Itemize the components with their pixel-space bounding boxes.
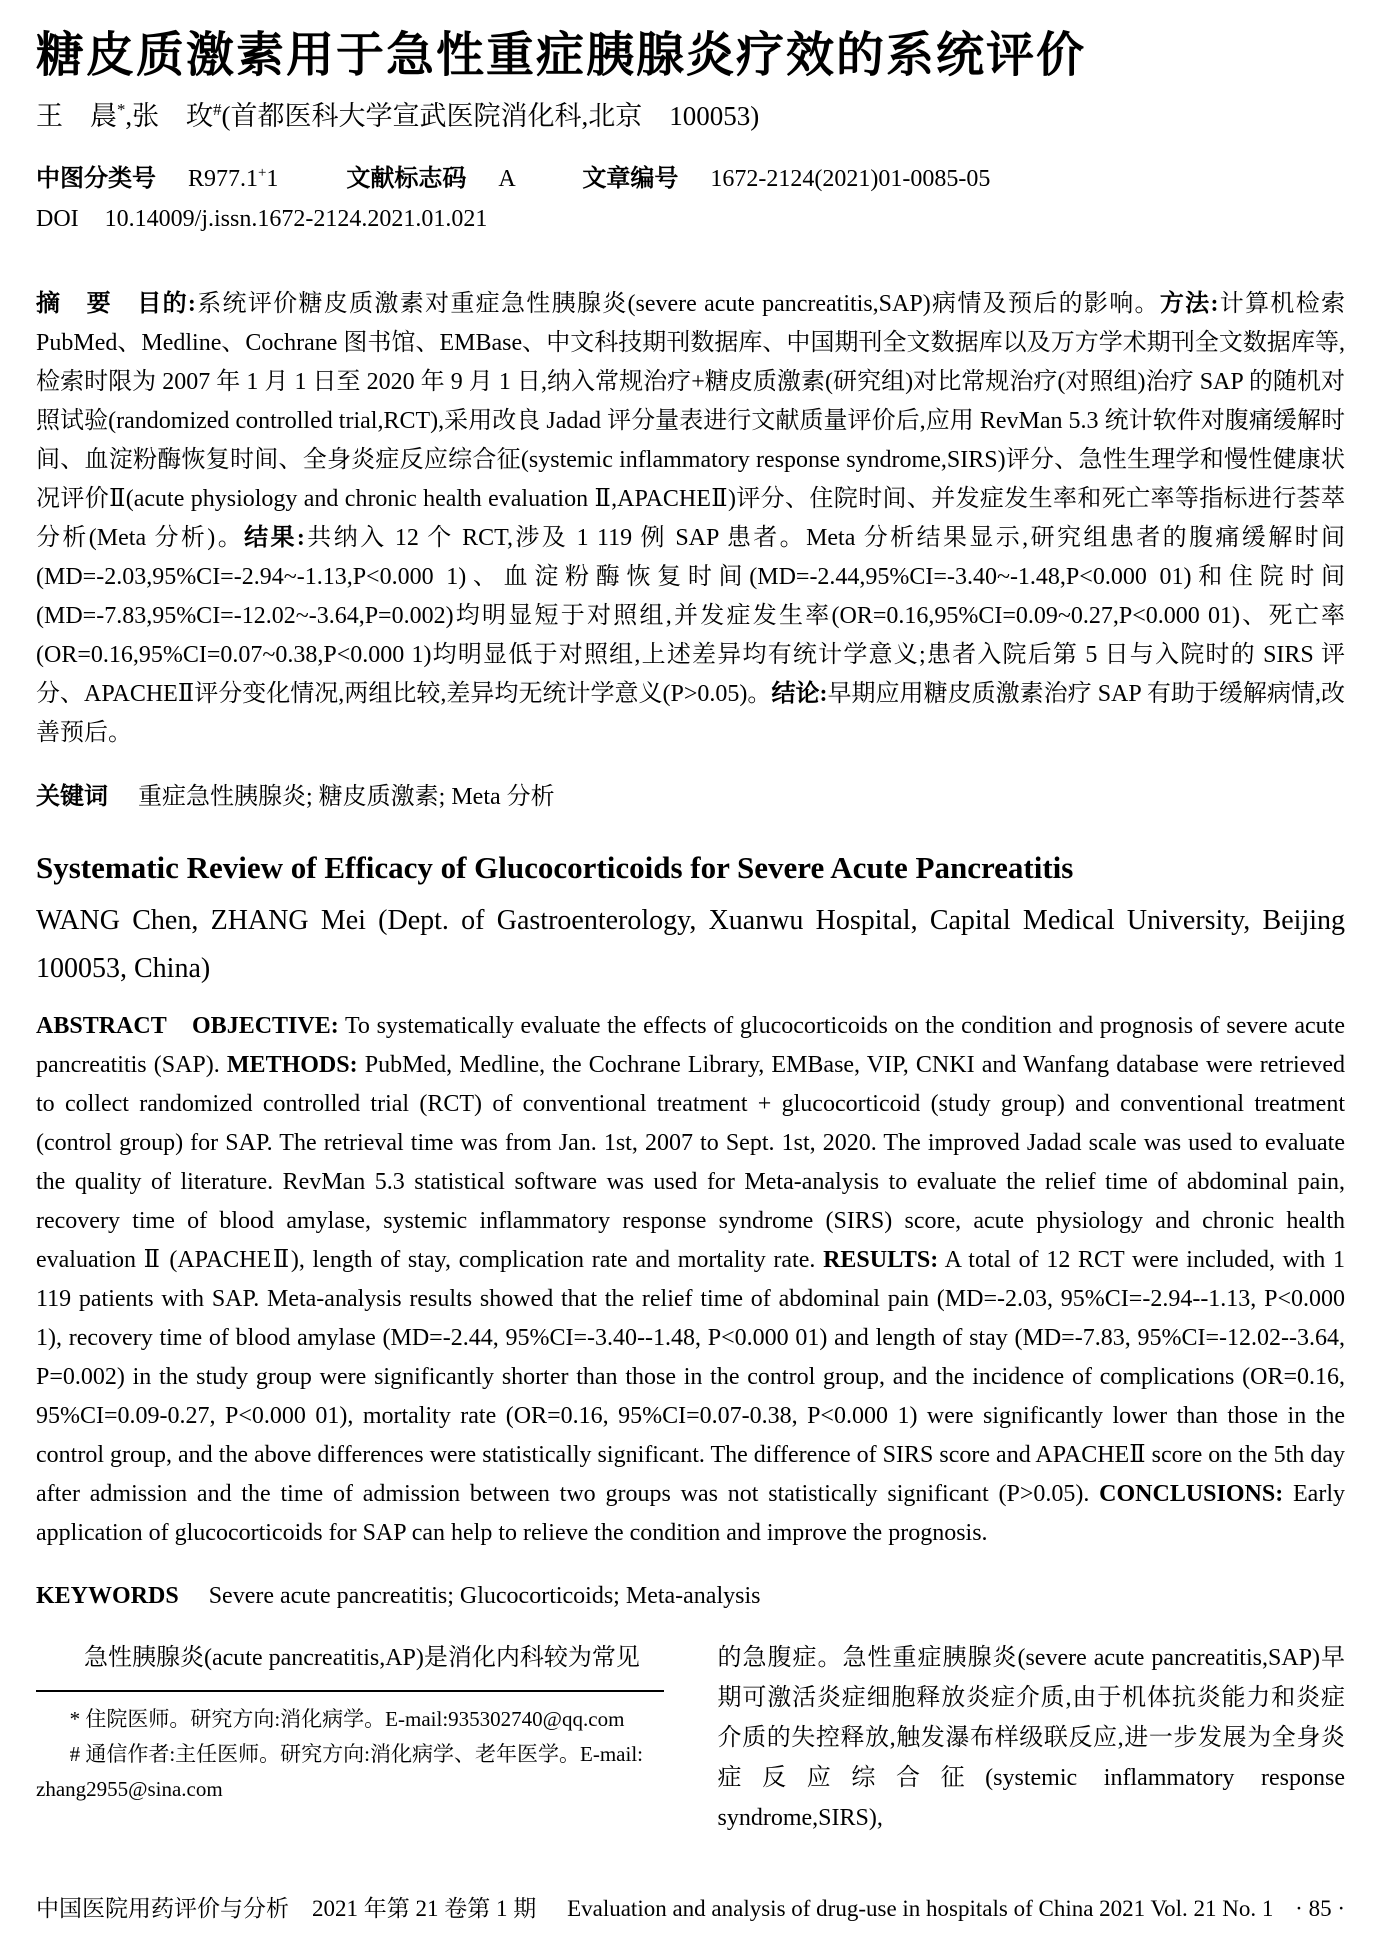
doi-label: DOI (36, 205, 79, 232)
doc-code-label: 文献标志码 (346, 164, 467, 192)
footer-journal-en (567, 1894, 1345, 1924)
footnote-hash: # 通信作者:主任医师。研究方向:消化病学、老年医学。E-mail: (69, 1741, 643, 1766)
authors-en: WANG Chen, ZHANG Mei (Dept. of Gastroenterology, Xuanwu Hospital, Capital Medical University, Beijing 100053, China) (36, 904, 1345, 984)
authors-cn: 王 晨*,张 玫#(首都医科大学宣武医院消化科,北京 100053) (36, 100, 760, 131)
footer-journal-cn: 中国医院用药评价与分析 2021 年第 21 卷第 1 期 (36, 1896, 537, 1921)
article-meta-row (36, 164, 1345, 194)
keywords-en-row (36, 1577, 1345, 1616)
article-no-label: 文章编号 (582, 164, 679, 192)
footer-page-number: · 85 · (1295, 1896, 1345, 1921)
clc-group (36, 166, 284, 192)
page-footer (36, 1894, 1345, 1924)
article-title-cn: 糖皮质激素用于急性重症胰腺炎疗效的系统评价 (36, 29, 1087, 82)
body-left-column (36, 1638, 664, 1838)
footnote-asterisk: * 住院医师。研究方向:消化病学。E-mail:935302740@qq.com (69, 1706, 625, 1731)
footnotes (36, 1702, 664, 1807)
doi-row (36, 204, 1345, 234)
article-no-value: 1672-2124(2021)01-0085-05 (710, 165, 991, 192)
body-columns (36, 1638, 1345, 1838)
keywords-en-text: Severe acute pancreatitis; Glucocorticoids; Meta-analysis (208, 1582, 761, 1609)
footnote-divider (36, 1690, 664, 1692)
doc-code-value: A (498, 165, 515, 192)
abstract-cn: 摘 要 目的:系统评价糖皮质激素对重症急性胰腺炎(severe acute pancreatitis,SAP)病情及预后的影响。方法:计算机检索 PubMed、Medline、Cochrane 图书馆、EMBase、中文科技期刊数据库、中国期刊全文数据库以及万方学术期刊全文数据库等,检索时限为 2007 年 1 月 1 日至 2020 年 9 月 1 日,纳入常规治疗+糖皮质激素(研究组)对比常规治疗(对照组)治疗 SAP 的随机对照试验(randomized controlled trial,RCT),采用改良 Jadad 评分量表进行文献质量评价后,应用 RevMan 5.3 统计软件对腹痛缓解时间、血淀粉酶恢复时间、全身炎症反应综合征(systemic inflammatory response syndrome,SIRS)评分、急性生理学和慢性健康状况评价Ⅱ(acute physiology and chronic health evaluation Ⅱ,APACHEⅡ)评分、住院时间、并发症发生率和死亡率等指标进行荟萃分析(Meta 分析)。结果:共纳入 12 个 RCT,涉及 1 119 例 SAP 患者。Meta 分析结果显示,研究组患者的腹痛缓解时间(MD=-2.03,95%CI=-2.94~-1.13,P<0.000 1)、血淀粉酶恢复时间(MD=-2.44,95%CI=-3.40~-1.48,P<0.000 01)和住院时间(MD=-7.83,95%CI=-12.02~-3.64,P=0.002)均明显短于对照组,并发症发生率(OR=0.16,95%CI=0.09~0.27,P<0.000 01)、死亡率(OR=0.16,95%CI=0.07~0.38,P<0.000 1)均明显低于对照组,上述差异均有统计学意义;患者入院后第 5 日与入院时的 SIRS 评分、APACHEⅡ评分变化情况,两组比较,差异均无统计学意义(P>0.05)。结论:早期应用糖皮质激素治疗 SAP 有助于缓解病情,改善预后。 (36, 289, 1346, 746)
intro-paragraph-left: 急性胰腺炎(acute pancreatitis,AP)是消化内科较为常见 (84, 1644, 640, 1671)
body-right-column (718, 1638, 1346, 1838)
keywords-en-label: KEYWORDS (36, 1582, 179, 1609)
keywords-cn-text: 重症急性胰腺炎; 糖皮质激素; Meta 分析 (138, 783, 555, 810)
article-no-group (582, 166, 990, 192)
article-title-en: Systematic Review of Efficacy of Glucocorticoids for Severe Acute Pancreatitis (36, 849, 1074, 885)
keywords-cn-row (36, 777, 1345, 817)
abstract-en: ABSTRACT OBJECTIVE: To systematically evaluate the effects of glucocorticoids on the condition and prognosis of severe acute pancreatitis (SAP). METHODS: PubMed, Medline, the Cochrane Library, EMBase, VIP, CNKI and Wanfang database were retrieved to collect randomized controlled trial (RCT) of conventional treatment + glucocorticoid (study group) and conventional treatment (control group) for SAP. The retrieval time was from Jan. 1st, 2007 to Sept. 1st, 2020. The improved Jadad scale was used to evaluate the quality of literature. RevMan 5.3 statistical software was used for Meta-analysis to evaluate the relief time of abdominal pain, recovery time of blood amylase, systemic inflammatory response syndrome (SIRS) score, acute physiology and chronic health evaluation Ⅱ (APACHEⅡ), length of stay, complication rate and mortality rate. RESULTS: A total of 12 RCT were included, with 1 119 patients with SAP. Meta-analysis results showed that the relief time of abdominal pain (MD=-2.03, 95%CI=-2.94--1.13, P<0.000 1), recovery time of blood amylase (MD=-2.44, 95%CI=-3.40--1.48, P<0.000 01) and length of stay (MD=-7.83, 95%CI=-12.02--3.64, P=0.002) in the study group were significantly shorter than those in the control group, and the incidence of complications (OR=0.16, 95%CI=0.09-0.27, P<0.000 01), mortality rate (OR=0.16, 95%CI=0.07-0.38, P<0.000 1) were significantly lower than those in the control group, and the above differences were statistically significant. The difference of SIRS score and APACHEⅡ score on the 5th day after admission and the time of admission between two groups was not statistically significant (P>0.05). CONCLUSIONS: Early application of glucocorticoids for SAP can help to relieve the condition and improve the prognosis. (36, 1012, 1346, 1546)
footnote-hash-continued: zhang2955@sina.com (36, 1776, 223, 1801)
intro-paragraph-right: 的急腹症。急性重症胰腺炎(severe acute pancreatitis,SAP)早期可激活炎症细胞释放炎症介质,由于机体抗炎能力和炎症介质的失控释放,触发瀑布样级联反应,进一步发展为全身炎症反应综合征(systemic inflammatory response syndrome,SIRS), (717, 1644, 1345, 1831)
footer-journal-en-text: Evaluation and analysis of drug-use in hospitals of China 2021 Vol. 21 No. 1 (567, 1896, 1274, 1921)
clc-value: R977.1+1 (188, 164, 279, 192)
doi-value: 10.14009/j.issn.1672-2124.2021.01.021 (104, 205, 488, 232)
doc-code-group (346, 166, 520, 192)
keywords-cn-label: 关键词 (36, 782, 108, 810)
clc-label: 中图分类号 (36, 164, 156, 192)
